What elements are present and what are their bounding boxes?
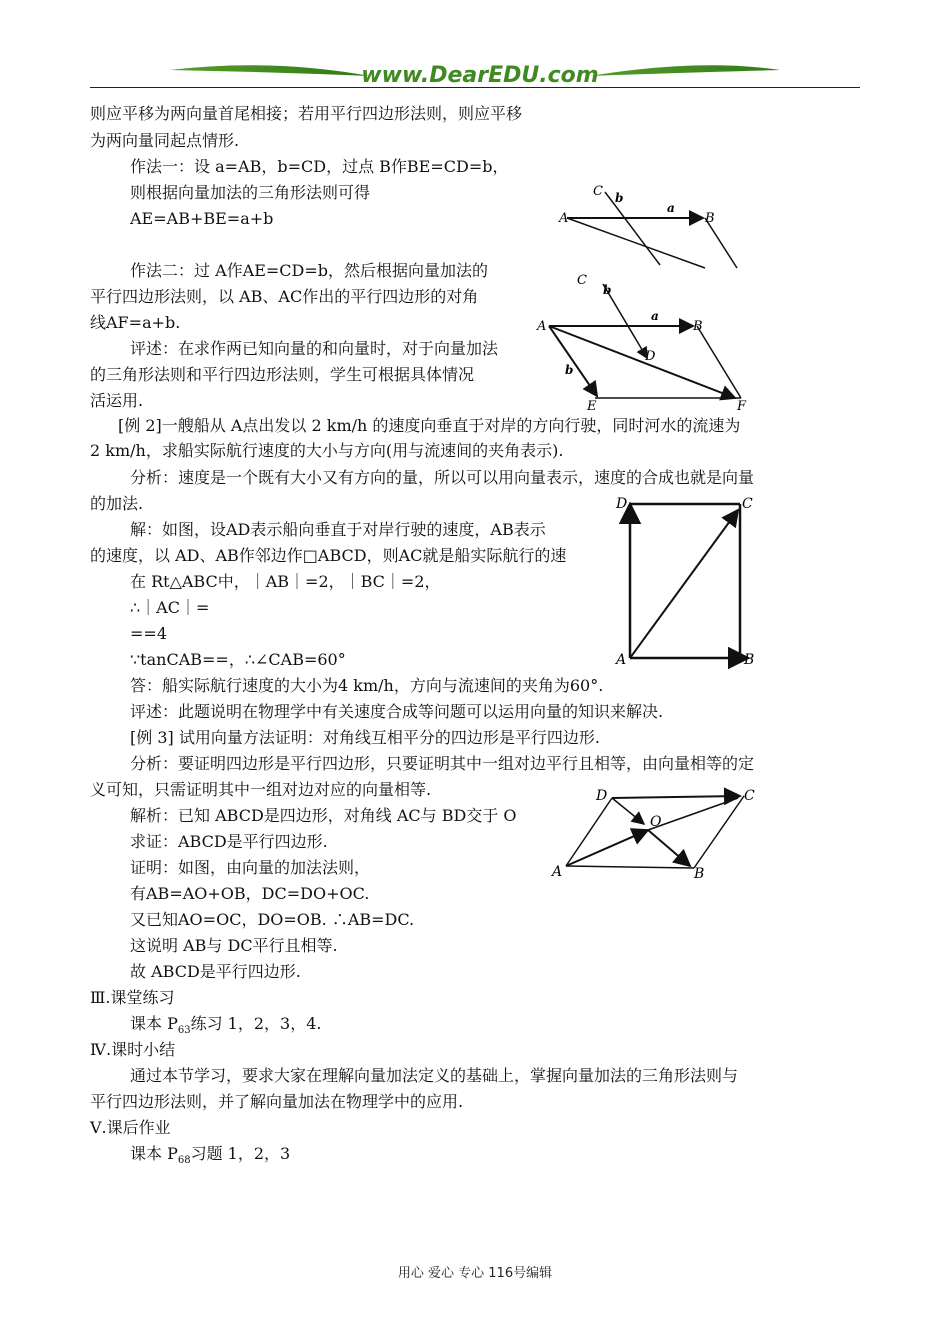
logo-right-swoosh: [590, 65, 780, 76]
text-line: 则根据向量加法的三角形法则可得: [130, 183, 371, 202]
vector-ac: [630, 510, 738, 658]
text-line: [例 2]一艘船从 A点出发以 2 km/h 的速度向垂直于对岸的方向行驶，同时河水的流速为: [118, 416, 741, 435]
fig2-label-A: A: [537, 319, 547, 334]
fig1-label-B: B: [705, 211, 715, 226]
fig2-label-D: D: [645, 349, 656, 364]
text-line: 为两向量同起点情形.: [90, 131, 240, 150]
text-line: 分析：要证明四边形是平行四边形，只要证明其中一组对边平行且相等，由向量相等的定: [130, 754, 755, 773]
homework-line: [130, 1144, 290, 1171]
fig2-label-F: F: [737, 399, 747, 413]
fig2-label-b2: b: [603, 283, 612, 297]
vector-ae: [567, 218, 705, 268]
fig2-label-C: C: [577, 273, 587, 288]
side-bf: [697, 326, 741, 398]
text-line: 在 Rt△ABC中，｜AB｜=2，｜BC｜=2，: [130, 572, 441, 591]
fig4-label-D: D: [596, 788, 608, 804]
text-line: 平行四边形法则，以 AB、AC作出的平行四边形的对角: [90, 287, 479, 306]
fig2-label-E: E: [587, 399, 597, 413]
fig1-label-C: C: [593, 184, 603, 199]
text-line: 评述：在求作两已知向量的和向量时，对于向量加法: [130, 339, 499, 358]
fig2-label-a: a: [651, 309, 659, 323]
text-line: 的加法.: [90, 494, 144, 513]
text-line: 通过本节学习，要求大家在理解向量加法定义的基础上，掌握向量加法的三角形法则与: [130, 1066, 739, 1085]
text-line: 的速度，以 AD、AB作邻边作□ABCD，则AC就是船实际航行的速: [90, 546, 567, 565]
fig4-label-B: B: [694, 866, 705, 882]
text-line: [例 3] 试用向量方法证明：对角线互相平分的四边形是平行四边形.: [130, 728, 600, 747]
side-cb: [694, 796, 744, 868]
text-line: 这说明 AB与 DC平行且相等.: [130, 936, 338, 955]
fig3-label-A: A: [616, 652, 627, 668]
text-line: 解析：已知 ABCD是四边形，对角线 AC与 BD交于 O: [130, 806, 517, 825]
text-line: 作法二：过 A作AE=CD=b，然后根据向量加法的: [130, 261, 489, 280]
fig3-label-C: C: [742, 496, 753, 512]
text-line: 活运用.: [90, 391, 144, 410]
vector-do: [612, 798, 644, 824]
section-heading: Ⅳ.课时小结: [90, 1040, 176, 1059]
homework-page: 68: [177, 1155, 191, 1167]
vector-b: [605, 192, 660, 265]
text-line: 解：如图，设AD表示船向垂直于对岸行驶的速度，AB表示: [130, 520, 546, 539]
fig4-label-O: O: [650, 814, 662, 830]
homework-prefix: 课本 P: [130, 1144, 178, 1163]
fig1-label-A: A: [559, 211, 569, 226]
text-line: 证明：如图，由向量的加法法则，: [130, 858, 371, 877]
text-line: ∴｜AC｜=: [130, 598, 210, 617]
logo-text: www.DearEDU.com: [361, 63, 599, 88]
vector-af: [549, 326, 735, 398]
text-line: 的三角形法则和平行四边形法则，学生可根据具体情况: [90, 365, 475, 384]
section-heading: Ⅲ.课堂练习: [90, 988, 175, 1007]
text-line: ∵tanCAB==，∴∠CAB=60°: [130, 650, 346, 669]
text-line: 平行四边形法则，并了解向量加法在物理学中的应用.: [90, 1092, 464, 1111]
text-line: 评述：此题说明在物理学中有关速度合成等问题可以运用向量的知识来解决.: [130, 702, 664, 721]
text-line: 求证：ABCD是平行四边形.: [130, 832, 328, 851]
text-line: 分析：速度是一个既有大小又有方向的量，所以可以用向量表示，速度的合成也就是向量: [130, 468, 755, 487]
exercise-suffix: 练习 1，2，3，4.: [190, 1014, 322, 1033]
fig4-label-C: C: [744, 788, 755, 804]
text-line: 线AF=a+b.: [90, 313, 181, 332]
exercise-prefix: 课本 P: [130, 1014, 178, 1033]
text-line: 作法一：设 a=AB，b=CD，过点 B作BE=CD=b，: [130, 157, 509, 176]
fig3-label-B: B: [744, 652, 755, 668]
page-footer: 用心 爱心 专心 116号编辑: [397, 1266, 553, 1281]
header-rule: [90, 87, 860, 88]
text-line: 2 km/h，求船实际航行速度的大小与方向(用与流速间的夹角表示).: [90, 441, 564, 460]
vector-ae: [549, 326, 597, 396]
homework-suffix: 习题 1，2，3: [190, 1144, 291, 1163]
text-line: AE=AB+BE=a+b: [130, 209, 274, 228]
side-ab: [566, 866, 694, 868]
vector-ob: [648, 830, 690, 866]
fig3-label-D: D: [616, 496, 628, 512]
figure-quadrilateral: [548, 780, 763, 885]
fig2-label-B: B: [693, 319, 703, 334]
text-line: 则应平移为两向量首尾相接；若用平行四边形法则，则应平移: [90, 104, 523, 123]
text-line: 答：船实际航行速度的大小为4 km/h，方向与流速间的夹角为60°.: [130, 676, 604, 695]
exercise-page: 63: [177, 1025, 191, 1037]
text-line: ==4: [130, 624, 167, 643]
fig2-label-b: b: [565, 363, 574, 377]
text-line: 有AB=AO+OB，DC=DO+OC.: [130, 884, 370, 903]
exercise-line: [130, 1014, 322, 1041]
fig4-label-A: A: [552, 864, 563, 880]
text-line: 义可知，只需证明其中一组对边对应的向量相等.: [90, 780, 432, 799]
figure-triangle-rule: [545, 170, 750, 270]
text-line: 又已知AO=OC，DO=OB. ∴AB=DC.: [130, 910, 415, 929]
header-logo: [90, 60, 860, 90]
fig1-label-b: b: [615, 191, 624, 205]
section-heading: Ⅴ.课后作业: [90, 1118, 171, 1137]
vector-dc: [612, 796, 740, 798]
figure-parallelogram-rule: [535, 268, 765, 413]
figure-velocity-rectangle: [612, 490, 762, 670]
logo-left-swoosh: [170, 65, 370, 76]
fig1-label-a: a: [667, 201, 675, 215]
text-line: 故 ABCD是平行四边形.: [130, 962, 301, 981]
